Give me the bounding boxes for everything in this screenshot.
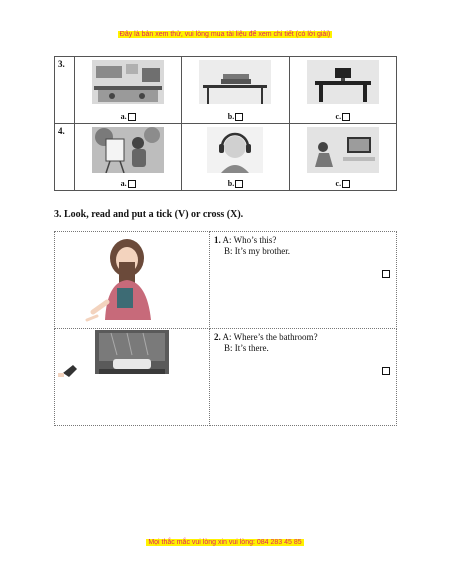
kitchen-icon <box>92 60 164 104</box>
woman-pointing-icon <box>55 232 209 322</box>
option-cell[interactable]: b. <box>182 57 289 124</box>
answer-checkbox[interactable] <box>382 367 390 375</box>
question-cell: 2. A: Where’s the bathroom? B: It’s there. <box>210 329 397 426</box>
checkbox[interactable] <box>342 113 350 121</box>
option-cell[interactable]: c. <box>289 124 396 191</box>
painting-outdoors-icon <box>92 127 164 173</box>
answer-checkbox[interactable] <box>382 270 390 278</box>
picture-cell <box>55 329 210 426</box>
bathroom-pointing-icon <box>55 329 209 419</box>
picture-cell <box>55 232 210 329</box>
books-on-table-icon <box>199 60 271 104</box>
row-number: 4. <box>55 124 75 191</box>
question-cell: 1. A: Who’s this? B: It’s my brother. <box>210 232 397 329</box>
look-read-table <box>54 231 397 426</box>
checkbox[interactable] <box>235 113 243 121</box>
checkbox[interactable] <box>342 180 350 188</box>
tv-on-table-icon <box>307 60 379 104</box>
preview-banner: Đây là bản xem thử, vui lòng mua tài liệu để xem chi tiết (có lời giải) <box>119 31 331 38</box>
checkbox[interactable] <box>128 113 136 121</box>
checkbox[interactable] <box>128 180 136 188</box>
headphones-listening-icon <box>207 127 263 173</box>
option-cell[interactable]: c. <box>289 57 396 124</box>
checkbox[interactable] <box>235 180 243 188</box>
option-cell[interactable]: b. <box>182 124 289 191</box>
option-cell[interactable]: a. <box>75 124 182 191</box>
contact-banner: Mọi thắc mắc vui lòng xin vui lòng: 084 283 45 85 <box>148 539 302 546</box>
option-cell[interactable]: a. <box>75 57 182 124</box>
watching-tv-icon <box>307 127 379 173</box>
section-title: 3. Look, read and put a tick (V) or cross (X). <box>54 209 244 220</box>
picture-options-table <box>54 56 397 191</box>
row-number: 3. <box>55 57 75 124</box>
